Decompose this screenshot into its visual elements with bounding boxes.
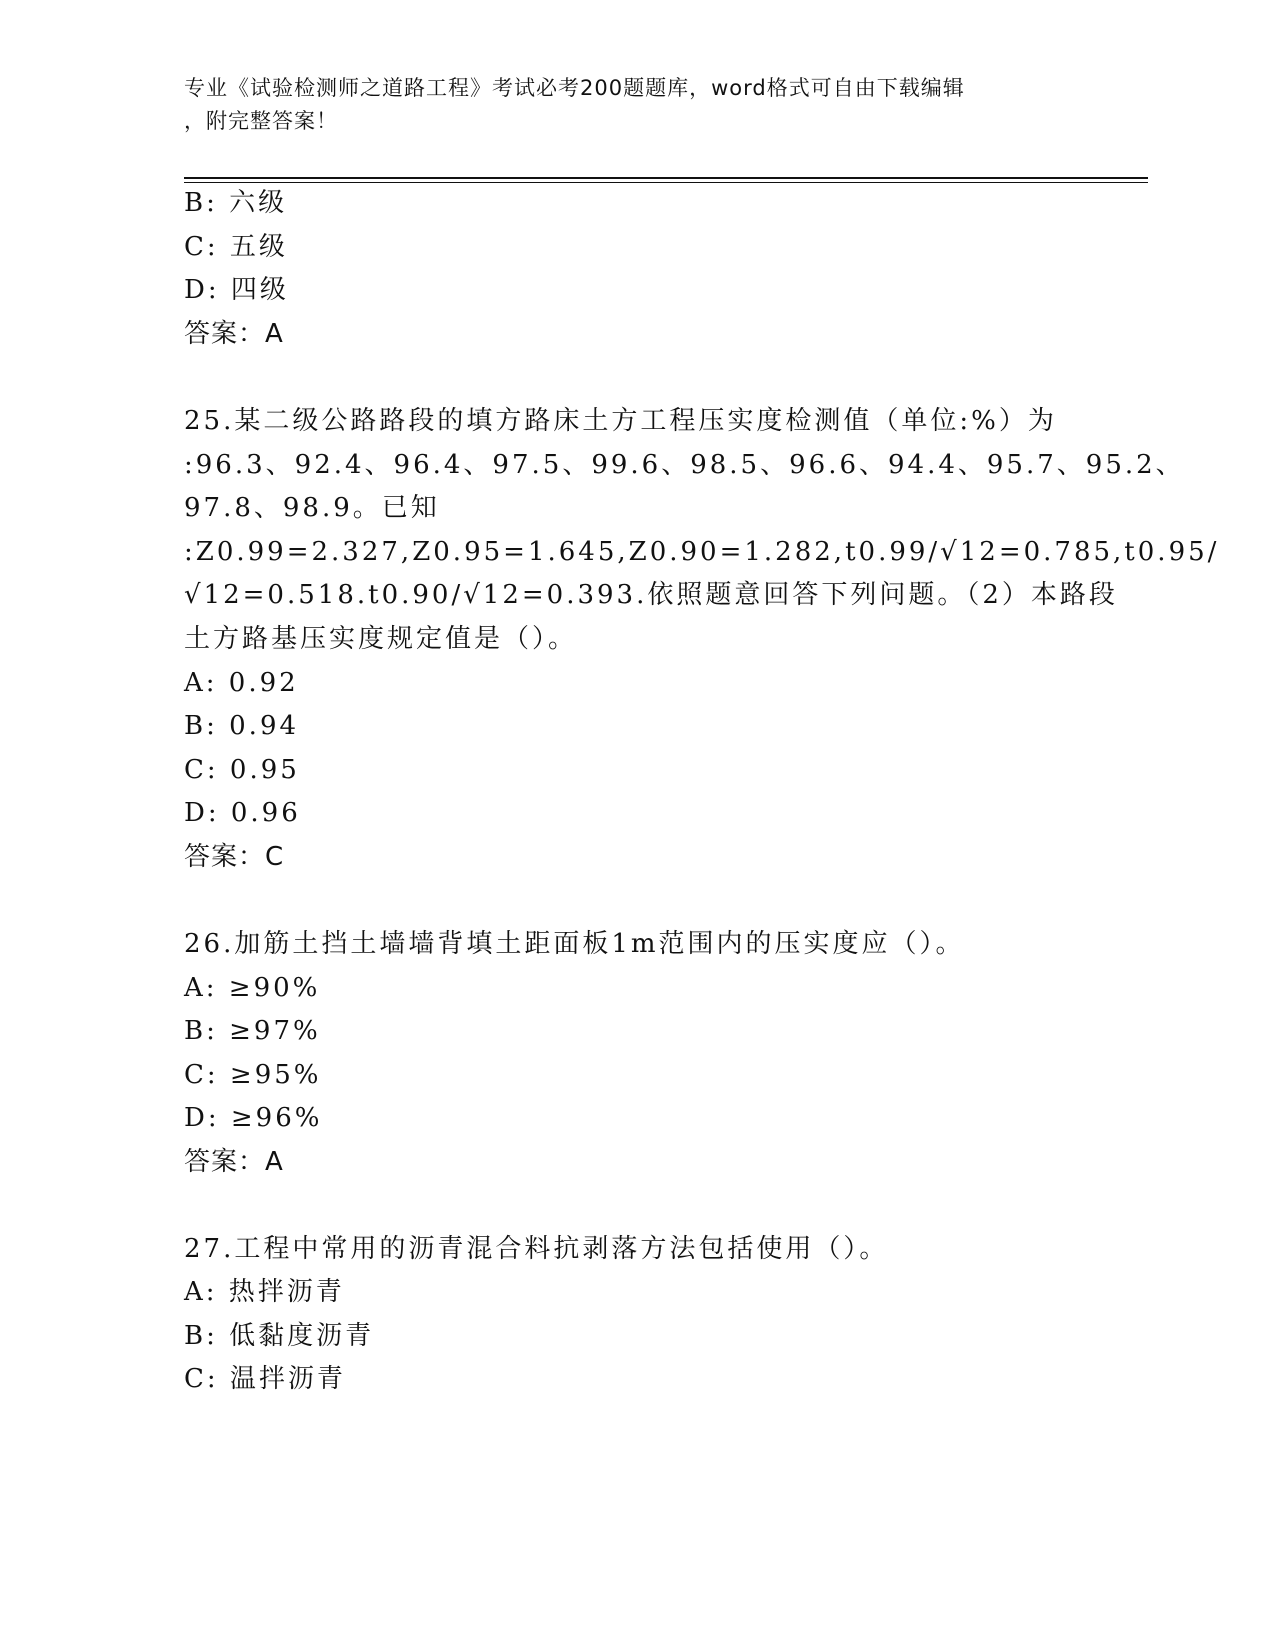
header-title-line-1: 专业《试验检测师之道路工程》考试必考200题题库，word格式可自由下载编辑: [184, 76, 965, 100]
option-b: B: 六级: [184, 188, 288, 218]
header-title-line-2: ，附完整答案！: [184, 109, 338, 133]
answer-label: 答案：A: [184, 319, 284, 349]
option-c: C: ≥95%: [184, 1060, 322, 1090]
header-divider-thin: [184, 182, 1148, 183]
question-25-text: :Z0.99=2.327,Z0.95=1.645,Z0.90=1.282,t0.99/√12=0.785,t0.95/: [184, 537, 1220, 567]
option-a: A: ≥90%: [184, 973, 321, 1003]
answer-label: 答案：C: [184, 842, 285, 872]
option-b: B: 0.94: [184, 711, 300, 741]
question-25-text: 97.8、98.9。已知: [184, 493, 440, 523]
answer-label: 答案：A: [184, 1147, 284, 1177]
option-c: C: 0.95: [184, 755, 300, 785]
option-b: B: 低黏度沥青: [184, 1321, 375, 1351]
option-d: D: ≥96%: [184, 1103, 323, 1133]
document-header: [184, 72, 1064, 138]
option-a: A: 热拌沥青: [184, 1277, 345, 1307]
question-25-text: √12=0.518.t0.90/√12=0.393.依照题意回答下列问题。（2）本路段: [184, 580, 1118, 610]
question-25-text: 土方路基压实度规定值是（）。: [184, 624, 578, 654]
option-a: A: 0.92: [184, 668, 299, 698]
option-c: C: 五级: [184, 232, 288, 262]
option-b: B: ≥97%: [184, 1016, 321, 1046]
option-c: C: 温拌沥青: [184, 1364, 346, 1394]
question-27-text: 27.工程中常用的沥青混合料抗剥落方法包括使用（）。: [184, 1234, 889, 1264]
question-26-text: 26.加筋土挡土墙墙背填土距面板1m范围内的压实度应（）。: [184, 929, 965, 959]
question-25-text: :96.3、92.4、96.4、97.5、99.6、98.5、96.6、94.4、95.7、95.2、: [184, 450, 1185, 480]
question-25-text: 25.某二级公路路段的填方路床土方工程压实度检测值（单位:%）为: [184, 406, 1057, 436]
header-divider-thick: [184, 177, 1148, 179]
option-d: D: 0.96: [184, 798, 301, 828]
option-d: D: 四级: [184, 275, 289, 305]
